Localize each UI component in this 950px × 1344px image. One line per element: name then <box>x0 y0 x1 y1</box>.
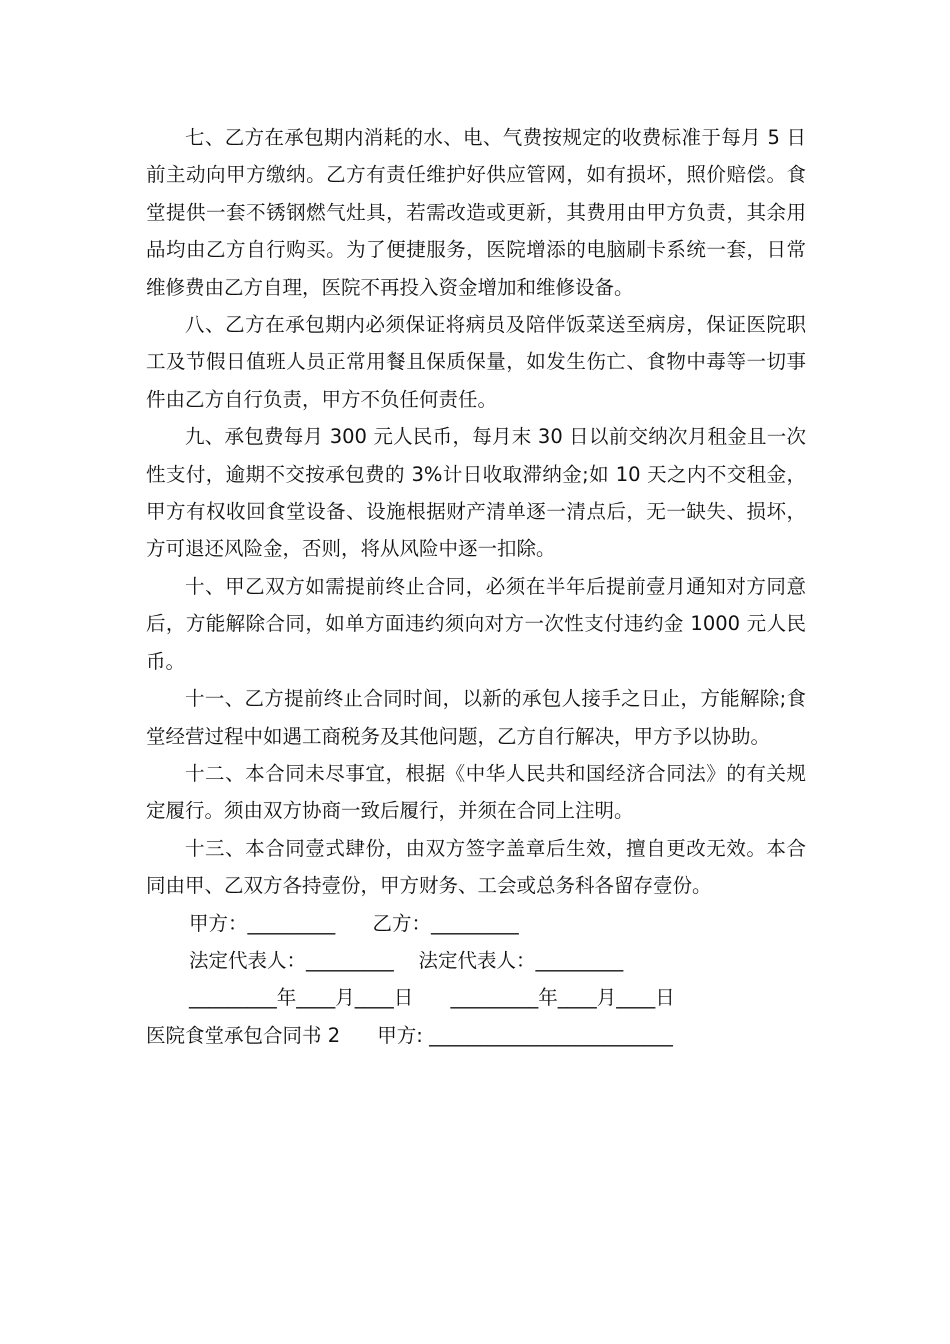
clause-8: 八、乙方在承包期内必须保证将病员及陪伴饭菜送至病房，保证医院职工及节假日值班人员正常用餐且保质保量，如发生伤亡、食物中毒等一切事件由乙方自行负责，甲方不负任何责任。 <box>146 313 806 411</box>
signature-representatives-line: 法定代表人：_________ 法定代表人：_________ <box>189 948 624 972</box>
clause-12: 十二、本合同未尽事宜，根据《中华人民共和国经济合同法》的有关规定履行。须由双方协商一致后履行，并须在合同上注明。 <box>146 761 806 823</box>
document-page <box>146 119 806 1054</box>
signature-date-line: _________年____月____日 _________年____月____日 <box>189 986 675 1010</box>
clause-10: 十、甲乙双方如需提前终止合同，必须在半年后提前壹月通知对方同意后，方能解除合同，如单方面违约须向对方一次性支付违约金 1000 元人民币。 <box>146 574 806 673</box>
clause-7: 七、乙方在承包期内消耗的水、电、气费按规定的收费标准于每月 5 日前主动向甲方缴纳。乙方有责任维护好供应管网，如有损坏，照价赔偿。食堂提供一套不锈钢燃气灶具，若需改造或更新，其费用由甲方负责，其余用品均由乙方自行购买。为了便捷服务，医院增添的电脑刷卡系统一套，日常维修费由乙方自理，医院不再投入资金增加和维修设备。 <box>146 126 806 299</box>
signature-parties-line: 甲方：_________ 乙方：_________ <box>189 911 519 935</box>
clause-13: 十三、本合同壹式肆份，由双方签字盖章后生效，擅自更改无效。本合同由甲、乙双方各持壹份，甲方财务、工会或总务科各留存壹份。 <box>146 836 806 898</box>
clause-11: 十一、乙方提前终止合同时间，以新的承包人接手之日止，方能解除;食堂经营过程中如遇工商税务及其他问题，乙方自行解决，甲方予以协助。 <box>146 687 806 748</box>
next-contract-heading-line: 医院食堂承包合同书 2 甲方: _________________________ <box>146 1023 673 1047</box>
clause-9: 九、承包费每月 300 元人民币，每月末 30 日以前交纳次月租金且一次性支付，逾期不交按承包费的 3%计日收取滞纳金;如 10 天之内不交租金，甲方有权收回食堂设备、设施根据财产清单逐一清点后，无一缺失、损坏，方可退还风险金，否则，将从风险中逐一扣除。 <box>146 425 806 561</box>
